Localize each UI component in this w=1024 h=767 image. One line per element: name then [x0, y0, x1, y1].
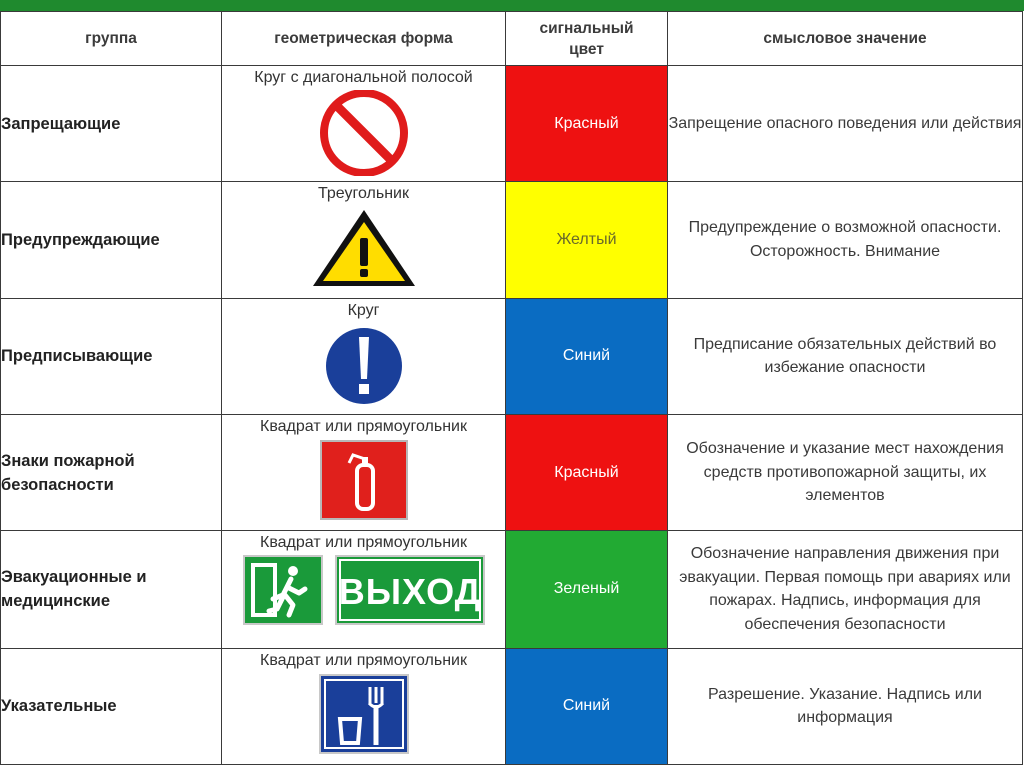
mandatory-circle-icon — [317, 323, 411, 409]
top-green-bar — [0, 0, 1024, 11]
color-cell: Желтый — [506, 182, 668, 298]
group-cell: Указательные — [1, 648, 222, 764]
prohibition-icon — [317, 90, 411, 176]
shape-label: Квадрат или прямоугольник — [260, 651, 467, 669]
header-row — [1, 12, 1023, 66]
exit-running-man-icon — [243, 555, 323, 625]
shape-cell — [222, 648, 506, 764]
food-point-icon — [318, 673, 410, 755]
shape-label: Квадрат или прямоугольник — [260, 417, 467, 435]
shape-label: Треугольник — [318, 185, 409, 203]
meaning-cell: Предупреждение о возможной опасности. Осторожность. Внимание — [668, 182, 1023, 298]
color-cell: Красный — [506, 66, 668, 182]
shape-cell — [222, 414, 506, 530]
shape-cell — [222, 182, 506, 298]
color-cell: Синий — [506, 648, 668, 764]
color-cell: Синий — [506, 298, 668, 414]
header-shape: геометрическая форма — [222, 12, 506, 66]
meaning-cell: Предписание обязательных действий во избежание опасности — [668, 298, 1023, 414]
table-row — [1, 531, 1023, 648]
header-color-text: сигнальный цвет — [539, 19, 634, 58]
group-cell: Запрещающие — [1, 66, 222, 182]
table-row — [1, 182, 1023, 298]
shape-label: Круг с диагональной полосой — [254, 69, 473, 86]
group-cell: Эвакуационные и медицинские — [1, 531, 222, 648]
table-row — [1, 648, 1023, 764]
meaning-cell: Разрешение. Указание. Надпись или информация — [668, 648, 1023, 764]
table-row — [1, 66, 1023, 182]
meaning-cell: Запрещение опасного поведения или действия — [668, 66, 1023, 182]
meaning-cell: Обозначение направления движения при эвакуации. Первая помощь при авариях или пожарах. Надпись, информация для обеспечения безопасности — [668, 531, 1023, 648]
header-group: группа — [1, 12, 222, 66]
exit-sign-text: ВЫХОД — [338, 571, 481, 613]
evacuation-icons — [222, 555, 505, 625]
header-meaning: смысловое значение — [668, 12, 1023, 66]
header-color — [506, 12, 668, 66]
safety-signs-table — [0, 11, 1023, 765]
color-cell: Красный — [506, 414, 668, 530]
group-cell: Предупреждающие — [1, 182, 222, 298]
table-row — [1, 414, 1023, 530]
color-cell: Зеленый — [506, 531, 668, 648]
shape-label: Квадрат или прямоугольник — [260, 534, 467, 552]
shape-label: Круг — [347, 301, 380, 319]
shape-cell — [222, 66, 506, 182]
group-cell: Знаки пожарной безопасности — [1, 414, 222, 530]
exit-sign-plate — [335, 555, 485, 625]
fire-extinguisher-icon — [319, 439, 409, 521]
shape-cell — [222, 531, 506, 648]
shape-cell — [222, 298, 506, 414]
warning-triangle-icon — [309, 206, 419, 290]
table-row — [1, 298, 1023, 414]
group-cell: Предписывающие — [1, 298, 222, 414]
meaning-cell: Обозначение и указание мест нахождения средств противопожарной защиты, их элементов — [668, 414, 1023, 530]
